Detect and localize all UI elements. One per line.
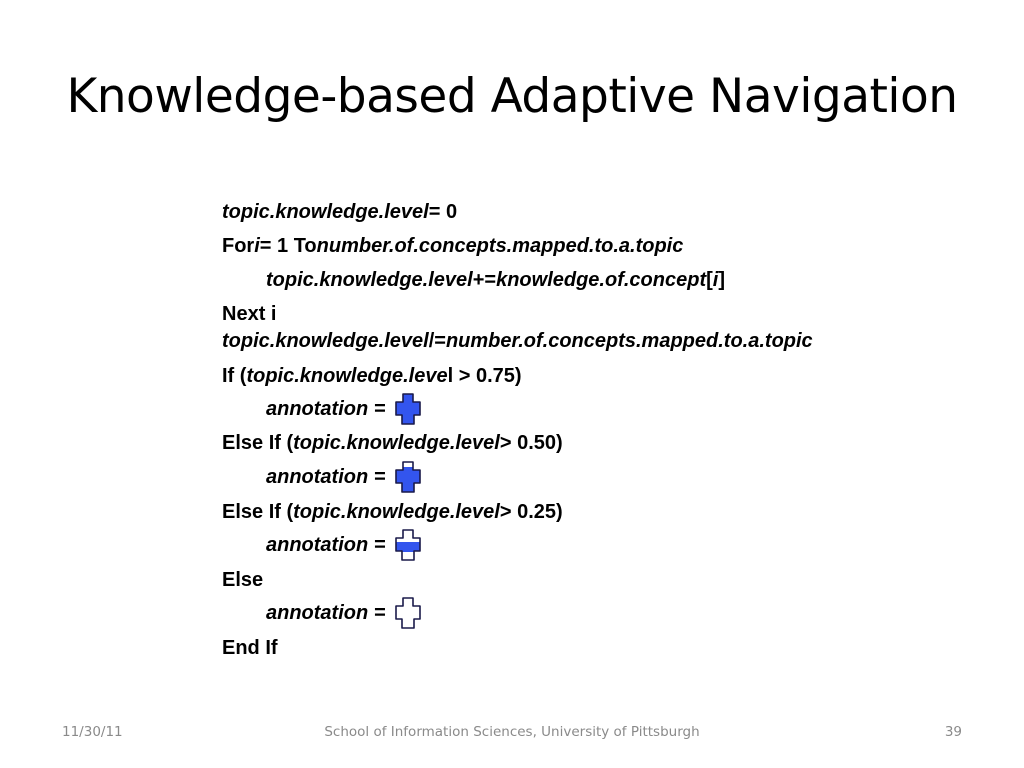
slide-title: Knowledge-based Adaptive Navigation xyxy=(66,69,958,124)
code-var: topic.knowledge.level xyxy=(222,330,429,352)
person-icon-half-filled xyxy=(395,529,421,561)
code-keyword: Else If ( xyxy=(222,432,294,454)
code-var: topic.knowledge.level xyxy=(222,201,429,223)
code-line-7 xyxy=(266,395,421,423)
code-text: /= xyxy=(428,330,446,352)
footer-date: 11/30/11 xyxy=(62,724,123,740)
code-var: number.of.concepts.mapped.to.a.topic xyxy=(316,235,684,257)
code-var: topic.knowledge.leve xyxy=(246,365,448,387)
code-line-10 xyxy=(222,498,563,526)
person-icon-empty xyxy=(395,597,421,629)
code-keyword: Next i xyxy=(222,303,277,325)
code-keyword: Else xyxy=(222,569,264,591)
code-keyword: Else If ( xyxy=(222,501,294,523)
code-var: i xyxy=(254,235,260,257)
code-text: += xyxy=(472,269,497,291)
person-icon-mostly-filled xyxy=(395,461,421,493)
code-line-4 xyxy=(222,300,276,328)
code-var: topic.knowledge.level xyxy=(293,501,500,523)
code-line-6 xyxy=(222,362,522,390)
code-var: i xyxy=(712,269,719,291)
code-line-1 xyxy=(222,198,457,226)
code-keyword: For xyxy=(222,235,255,257)
code-line-8 xyxy=(222,429,563,457)
code-var: topic.knowledge.level xyxy=(266,269,473,291)
code-keyword: End If xyxy=(222,637,278,659)
code-line-9 xyxy=(266,463,421,491)
code-text: > 0.50) xyxy=(499,432,563,454)
code-line-12 xyxy=(222,566,263,594)
code-line-2 xyxy=(222,232,683,260)
code-line-5 xyxy=(222,327,813,355)
person-icon-full xyxy=(395,393,421,425)
code-text: > 0.25) xyxy=(499,501,563,523)
code-var: knowledge.of.concept xyxy=(496,269,707,291)
footer-institution: School of Information Sciences, University of Pittsburgh xyxy=(324,724,700,740)
code-keyword: If ( xyxy=(222,365,247,387)
code-text: ] xyxy=(718,269,726,291)
code-line-14 xyxy=(222,634,278,662)
code-line-11 xyxy=(266,531,421,559)
code-text: l > 0.75) xyxy=(447,365,522,387)
annotation-label: annotation = xyxy=(266,602,386,624)
code-text: [ xyxy=(706,269,713,291)
footer-page-number: 39 xyxy=(944,724,962,740)
code-text: = 0 xyxy=(428,201,458,223)
code-var: number.of.concepts.mapped.to.a.topic xyxy=(445,330,813,352)
annotation-label: annotation = xyxy=(266,534,386,556)
code-line-3 xyxy=(266,266,725,294)
annotation-label: annotation = xyxy=(266,466,386,488)
code-var: topic.knowledge.level xyxy=(293,432,500,454)
code-text: = 1 To xyxy=(259,235,317,257)
code-line-13 xyxy=(266,599,421,627)
annotation-label: annotation = xyxy=(266,398,386,420)
